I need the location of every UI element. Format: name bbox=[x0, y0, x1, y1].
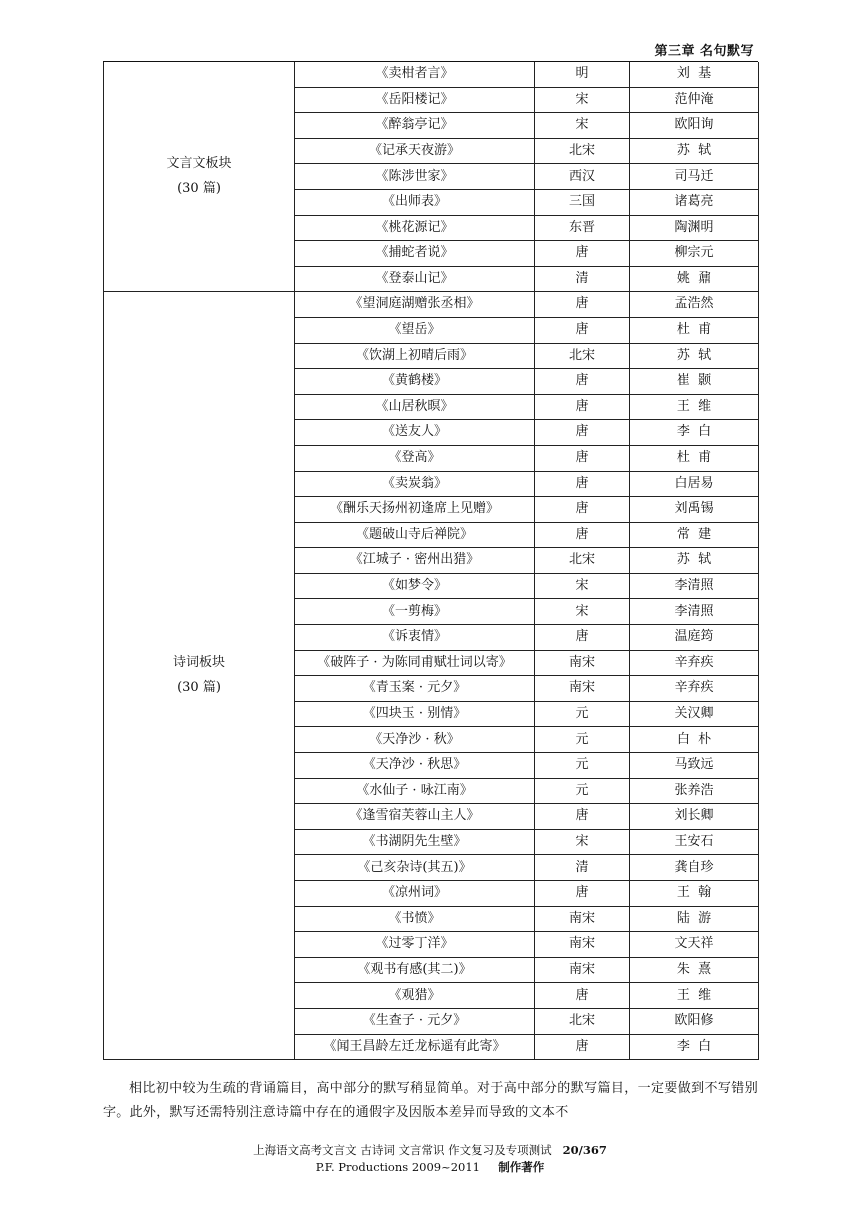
footer-line-2 bbox=[0, 1159, 860, 1176]
title-cell: 《水仙子 · 咏江南》 bbox=[295, 778, 535, 804]
author-cell: 马致远 bbox=[630, 753, 759, 779]
body-paragraph: 相比初中较为生疏的背诵篇目，高中部分的默写稍显简单。对于高中部分的默写篇目，一定要做到不写错别字。此外，默写还需特别注意诗篇中存在的通假字及因版本差异而导致的文本不 bbox=[103, 1081, 758, 1120]
author-cell: 温庭筠 bbox=[630, 625, 759, 651]
dynasty-cell: 宋 bbox=[535, 87, 630, 113]
dynasty-cell: 唐 bbox=[535, 497, 630, 523]
title-cell: 《饮湖上初晴后雨》 bbox=[295, 343, 535, 369]
dynasty-cell: 元 bbox=[535, 727, 630, 753]
author-cell: 文天祥 bbox=[630, 932, 759, 958]
author-cell: 白 朴 bbox=[630, 727, 759, 753]
dynasty-cell: 北宋 bbox=[535, 343, 630, 369]
dynasty-cell: 元 bbox=[535, 778, 630, 804]
author-cell: 崔 颢 bbox=[630, 369, 759, 395]
footer-line-1 bbox=[0, 1142, 860, 1159]
author-cell: 欧阳询 bbox=[630, 113, 759, 139]
title-cell: 《出师表》 bbox=[295, 189, 535, 215]
dynasty-cell: 北宋 bbox=[535, 138, 630, 164]
author-cell: 苏 轼 bbox=[630, 343, 759, 369]
dynasty-cell: 西汉 bbox=[535, 164, 630, 190]
author-cell: 苏 轼 bbox=[630, 548, 759, 574]
title-cell: 《观猎》 bbox=[295, 983, 535, 1009]
author-cell: 辛弃疾 bbox=[630, 650, 759, 676]
title-cell: 《桃花源记》 bbox=[295, 215, 535, 241]
title-cell: 《醉翁亭记》 bbox=[295, 113, 535, 139]
author-cell: 孟浩然 bbox=[630, 292, 759, 318]
page-number: 20/367 bbox=[562, 1143, 607, 1157]
author-cell: 姚 鼐 bbox=[630, 266, 759, 292]
dynasty-cell: 北宋 bbox=[535, 548, 630, 574]
title-cell: 《天净沙 · 秋》 bbox=[295, 727, 535, 753]
title-cell: 《送友人》 bbox=[295, 420, 535, 446]
author-cell: 刘长卿 bbox=[630, 804, 759, 830]
recitation-table bbox=[103, 62, 759, 1060]
title-cell: 《一剪梅》 bbox=[295, 599, 535, 625]
title-cell: 《生查子 · 元夕》 bbox=[295, 1008, 535, 1034]
author-cell: 关汉卿 bbox=[630, 701, 759, 727]
title-cell: 《酬乐天扬州初逢席上见赠》 bbox=[295, 497, 535, 523]
dynasty-cell: 唐 bbox=[535, 420, 630, 446]
footer-copyright: P.F. Productions 2009~2011 bbox=[315, 1160, 480, 1174]
dynasty-cell: 唐 bbox=[535, 241, 630, 267]
dynasty-cell: 唐 bbox=[535, 804, 630, 830]
author-cell: 陆 游 bbox=[630, 906, 759, 932]
title-cell: 《观书有感(其二)》 bbox=[295, 957, 535, 983]
author-cell: 诸葛亮 bbox=[630, 189, 759, 215]
dynasty-cell: 唐 bbox=[535, 1034, 630, 1060]
dynasty-cell: 南宋 bbox=[535, 906, 630, 932]
title-cell: 《逢雪宿芙蓉山主人》 bbox=[295, 804, 535, 830]
dynasty-cell: 元 bbox=[535, 753, 630, 779]
title-cell: 《望洞庭湖赠张丞相》 bbox=[295, 292, 535, 318]
dynasty-cell: 唐 bbox=[535, 369, 630, 395]
section-cell bbox=[104, 62, 295, 292]
dynasty-cell: 唐 bbox=[535, 317, 630, 343]
title-cell: 《卖炭翁》 bbox=[295, 471, 535, 497]
title-cell: 《题破山寺后禅院》 bbox=[295, 522, 535, 548]
title-cell: 《陈涉世家》 bbox=[295, 164, 535, 190]
dynasty-cell: 唐 bbox=[535, 471, 630, 497]
author-cell: 李清照 bbox=[630, 599, 759, 625]
title-cell: 《卖柑者言》 bbox=[295, 62, 535, 87]
dynasty-cell: 南宋 bbox=[535, 957, 630, 983]
author-cell: 王安石 bbox=[630, 829, 759, 855]
author-cell: 刘 基 bbox=[630, 62, 759, 87]
author-cell: 刘禹锡 bbox=[630, 497, 759, 523]
dynasty-cell: 唐 bbox=[535, 292, 630, 318]
author-cell: 朱 熹 bbox=[630, 957, 759, 983]
title-cell: 《四块玉 · 别情》 bbox=[295, 701, 535, 727]
title-cell: 《江城子 · 密州出猎》 bbox=[295, 548, 535, 574]
title-cell: 《山居秋暝》 bbox=[295, 394, 535, 420]
dynasty-cell: 清 bbox=[535, 266, 630, 292]
dynasty-cell: 宋 bbox=[535, 113, 630, 139]
dynasty-cell: 明 bbox=[535, 62, 630, 87]
title-cell: 《捕蛇者说》 bbox=[295, 241, 535, 267]
dynasty-cell: 唐 bbox=[535, 522, 630, 548]
dynasty-cell: 元 bbox=[535, 701, 630, 727]
section-count: (30 篇) bbox=[177, 180, 221, 196]
chapter-heading: 第三章 名句默写 bbox=[654, 44, 754, 59]
dynasty-cell: 唐 bbox=[535, 445, 630, 471]
dynasty-cell: 南宋 bbox=[535, 650, 630, 676]
page-footer bbox=[0, 1142, 860, 1176]
dynasty-cell: 唐 bbox=[535, 983, 630, 1009]
footer-book-title: 上海语文高考文言文 古诗词 文言常识 作文复习及专项测试 bbox=[253, 1143, 552, 1157]
dynasty-cell: 宋 bbox=[535, 599, 630, 625]
title-cell: 《如梦令》 bbox=[295, 573, 535, 599]
author-cell: 范仲淹 bbox=[630, 87, 759, 113]
author-cell: 王 维 bbox=[630, 394, 759, 420]
title-cell: 《黄鹤楼》 bbox=[295, 369, 535, 395]
dynasty-cell: 三国 bbox=[535, 189, 630, 215]
title-cell: 《闻王昌龄左迁龙标遥有此寄》 bbox=[295, 1034, 535, 1060]
section-cell bbox=[104, 292, 295, 1060]
table-row bbox=[104, 62, 759, 87]
title-cell: 《诉衷情》 bbox=[295, 625, 535, 651]
author-cell: 李清照 bbox=[630, 573, 759, 599]
title-cell: 《过零丁洋》 bbox=[295, 932, 535, 958]
author-cell: 龚自珍 bbox=[630, 855, 759, 881]
dynasty-cell: 唐 bbox=[535, 394, 630, 420]
author-cell: 张养浩 bbox=[630, 778, 759, 804]
section-name: 诗词板块 bbox=[172, 655, 225, 671]
dynasty-cell: 清 bbox=[535, 855, 630, 881]
dynasty-cell: 北宋 bbox=[535, 1008, 630, 1034]
title-cell: 《青玉案 · 元夕》 bbox=[295, 676, 535, 702]
title-cell: 《己亥杂诗(其五)》 bbox=[295, 855, 535, 881]
author-cell: 辛弃疾 bbox=[630, 676, 759, 702]
section-name: 文言文板块 bbox=[166, 155, 232, 171]
title-cell: 《登高》 bbox=[295, 445, 535, 471]
dynasty-cell: 南宋 bbox=[535, 676, 630, 702]
author-cell: 司马迁 bbox=[630, 164, 759, 190]
author-cell: 白居易 bbox=[630, 471, 759, 497]
dynasty-cell: 唐 bbox=[535, 881, 630, 907]
dynasty-cell: 唐 bbox=[535, 625, 630, 651]
dynasty-cell: 东晋 bbox=[535, 215, 630, 241]
title-cell: 《望岳》 bbox=[295, 317, 535, 343]
author-cell: 常 建 bbox=[630, 522, 759, 548]
author-cell: 杜 甫 bbox=[630, 317, 759, 343]
title-cell: 《凉州词》 bbox=[295, 881, 535, 907]
section-count: (30 篇) bbox=[177, 679, 221, 695]
title-cell: 《破阵子 · 为陈同甫赋壮词以寄》 bbox=[295, 650, 535, 676]
title-cell: 《书愤》 bbox=[295, 906, 535, 932]
author-cell: 苏 轼 bbox=[630, 138, 759, 164]
author-cell: 陶渊明 bbox=[630, 215, 759, 241]
table-body bbox=[104, 62, 759, 1060]
author-cell: 王 翰 bbox=[630, 881, 759, 907]
table-row bbox=[104, 292, 759, 318]
author-cell: 杜 甫 bbox=[630, 445, 759, 471]
title-cell: 《记承天夜游》 bbox=[295, 138, 535, 164]
title-cell: 《登泰山记》 bbox=[295, 266, 535, 292]
author-cell: 欧阳修 bbox=[630, 1008, 759, 1034]
title-cell: 《天净沙 · 秋思》 bbox=[295, 753, 535, 779]
title-cell: 《岳阳楼记》 bbox=[295, 87, 535, 113]
footer-made-by: 制作著作 bbox=[498, 1160, 545, 1174]
dynasty-cell: 宋 bbox=[535, 573, 630, 599]
author-cell: 王 维 bbox=[630, 983, 759, 1009]
title-cell: 《书湖阴先生壁》 bbox=[295, 829, 535, 855]
dynasty-cell: 宋 bbox=[535, 829, 630, 855]
dynasty-cell: 南宋 bbox=[535, 932, 630, 958]
author-cell: 柳宗元 bbox=[630, 241, 759, 267]
author-cell: 李 白 bbox=[630, 1034, 759, 1060]
author-cell: 李 白 bbox=[630, 420, 759, 446]
